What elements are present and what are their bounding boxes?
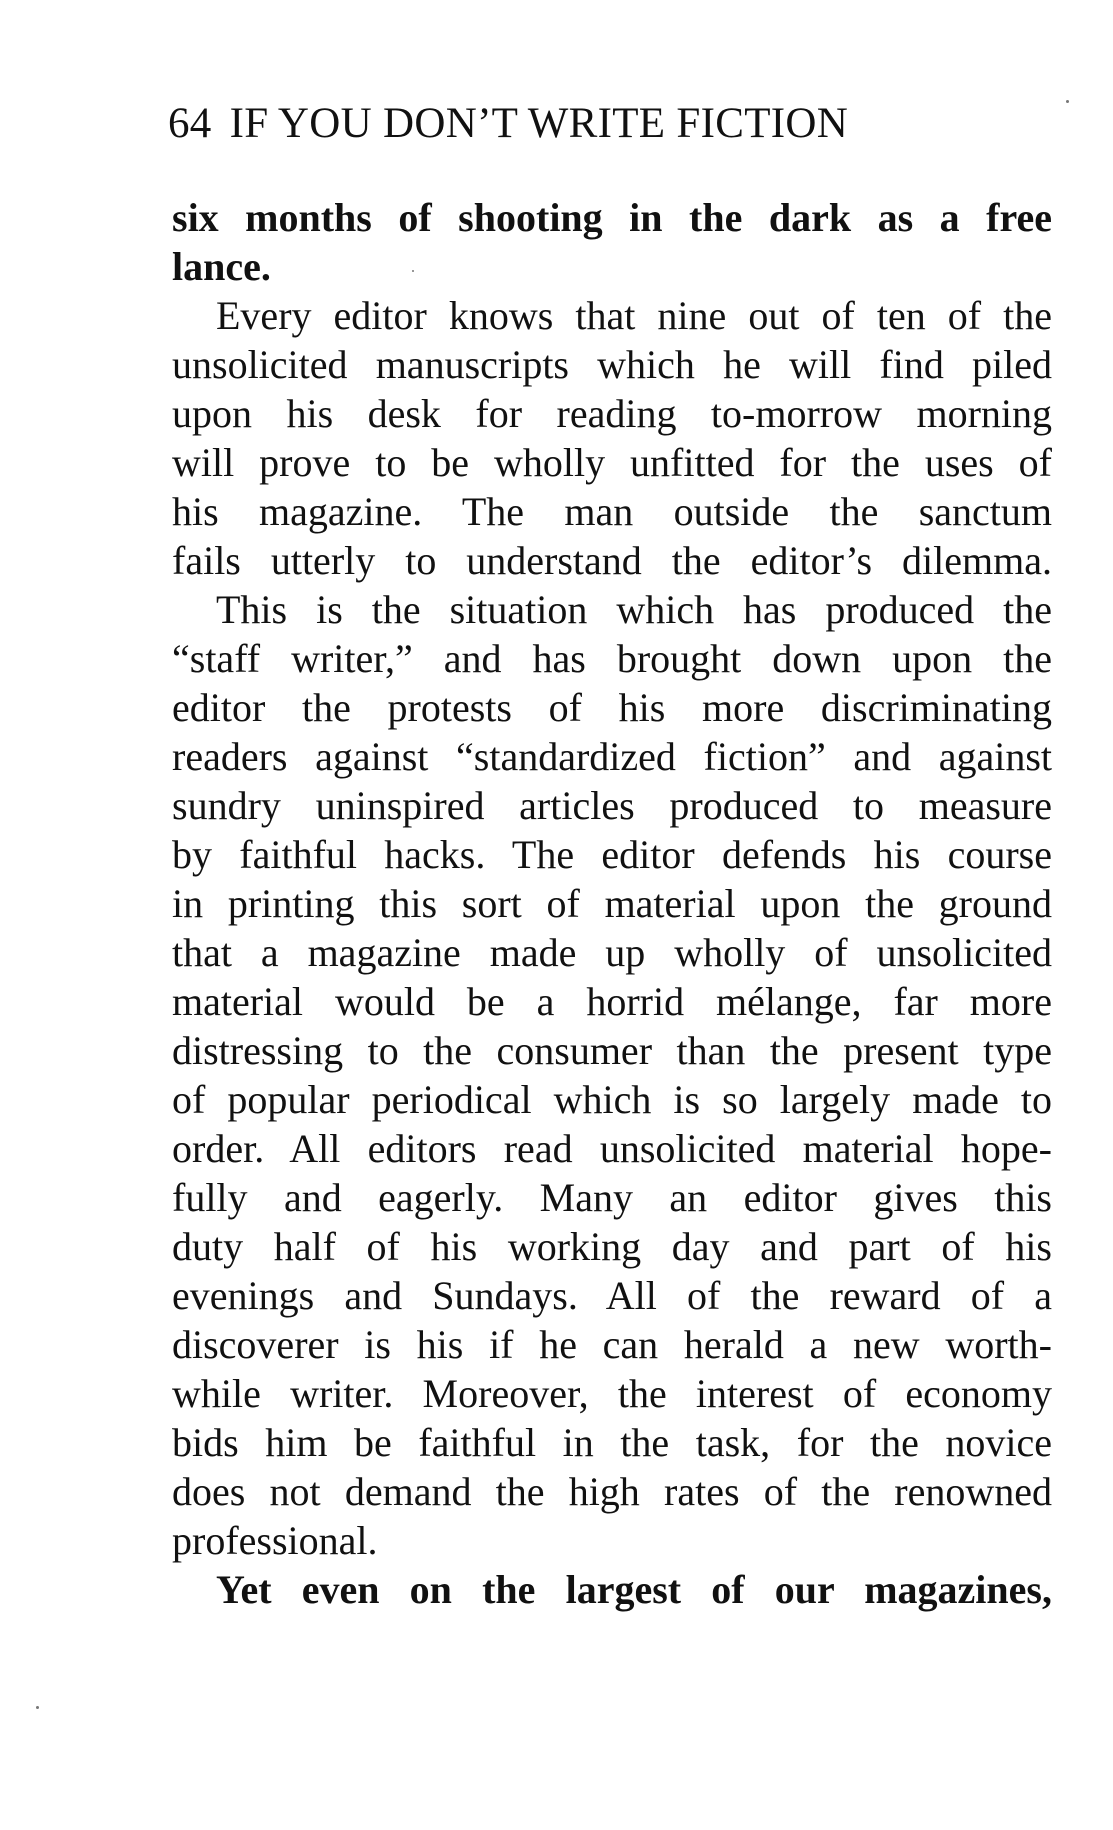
- text-line: duty half of his working day and part of his: [172, 1224, 1052, 1269]
- text-line: distressing to the consumer than the present type: [172, 1028, 1052, 1073]
- text-line: material would be a horrid mélange, far more: [172, 979, 1052, 1024]
- paper-speck: [412, 270, 414, 272]
- text-line: professional.: [172, 1518, 378, 1563]
- text-line: of popular periodical which is so largely made to: [172, 1077, 1052, 1122]
- running-head: [168, 96, 968, 152]
- text-line: his magazine. The man outside the sanctum: [172, 489, 1052, 534]
- body-text: [172, 193, 1052, 1614]
- paragraph-first-line: This is the situation which has produced the: [216, 587, 1052, 632]
- text-line: does not demand the high rates of the renowned: [172, 1469, 1052, 1514]
- text-line: fails utterly to understand the editor’s dilemma.: [172, 538, 1052, 583]
- text-line: in printing this sort of material upon the ground: [172, 881, 1052, 926]
- page-number: 64: [168, 100, 212, 147]
- text-line: six months of shooting in the dark as a free: [172, 195, 1052, 240]
- text-line: will prove to be wholly unfitted for the uses of: [172, 440, 1052, 485]
- paper-speck: [1066, 100, 1069, 103]
- text-line: readers against “standardized fiction” and against: [172, 734, 1052, 779]
- paragraph-first-line: Every editor knows that nine out of ten of the: [216, 293, 1052, 338]
- paper-speck: [36, 1706, 39, 1709]
- text-line: order. All editors read unsolicited material hope-: [172, 1126, 1052, 1171]
- text-line: that a magazine made up wholly of unsolicited: [172, 930, 1052, 975]
- text-line: while writer. Moreover, the interest of economy: [172, 1371, 1052, 1416]
- text-line: lance.: [172, 244, 271, 289]
- paragraph-first-line: Yet even on the largest of our magazines,: [216, 1567, 1052, 1612]
- text-line: “staff writer,” and has brought down upon the: [172, 636, 1052, 681]
- running-title: IF YOU DON’T WRITE FICTION: [229, 100, 849, 147]
- text-line: sundry uninspired articles produced to measure: [172, 783, 1052, 828]
- text-line: unsolicited manuscripts which he will find piled: [172, 342, 1052, 387]
- text-line: by faithful hacks. The editor defends his course: [172, 832, 1052, 877]
- text-line: fully and eagerly. Many an editor gives this: [172, 1175, 1052, 1220]
- text-line: evenings and Sundays. All of the reward of a: [172, 1273, 1052, 1318]
- text-line: discoverer is his if he can herald a new worth-: [172, 1322, 1052, 1367]
- text-line: upon his desk for reading to-morrow morning: [172, 391, 1052, 436]
- text-line: bids him be faithful in the task, for the novice: [172, 1420, 1052, 1465]
- text-line: editor the protests of his more discriminating: [172, 685, 1052, 730]
